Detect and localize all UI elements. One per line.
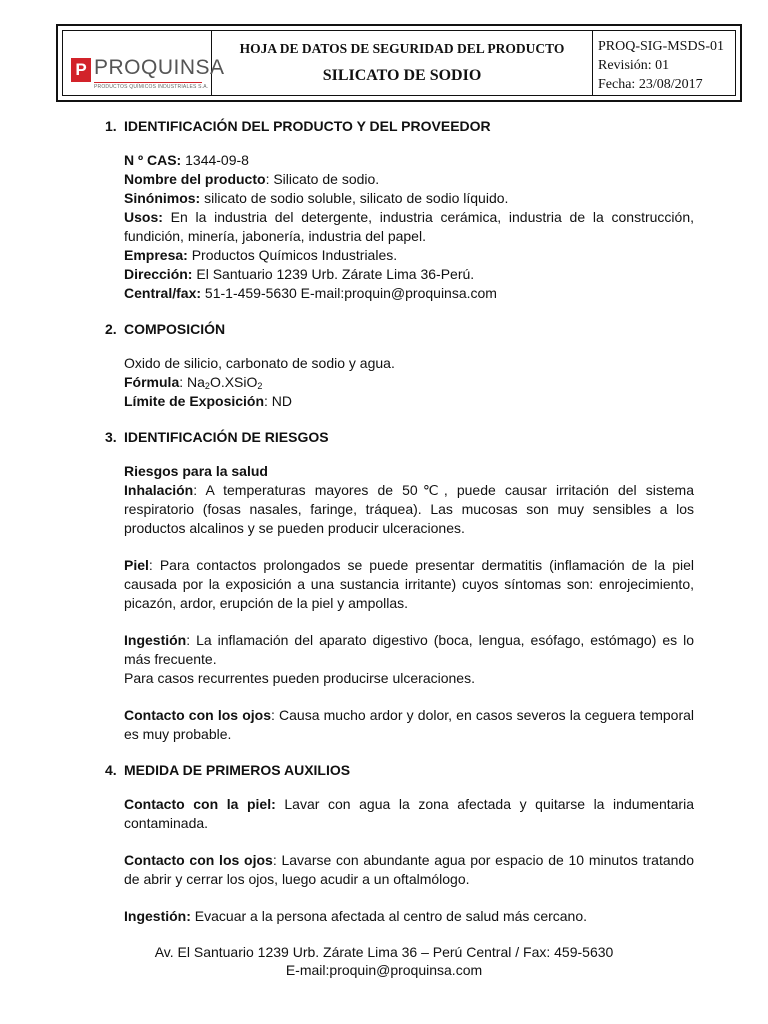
field-label: Nombre del producto — [124, 171, 266, 187]
field-label: Empresa: — [124, 247, 188, 263]
section-1-heading — [105, 118, 694, 134]
synonyms-line — [124, 189, 694, 208]
field-value: silicato de sodio soluble, silicato de sodio líquido. — [200, 190, 509, 206]
section-number: 3. — [105, 429, 117, 445]
field-value: 1344-09-8 — [181, 152, 249, 168]
logo-cell — [63, 31, 225, 95]
exposure-limit-line — [124, 392, 694, 411]
field-value: : Lavarse con abundante agua por espacio de 10 minutos tratando de abrir y cerrar los ojos, luego acudir a un oftalmólogo. — [124, 852, 694, 887]
eye-contact-paragraph — [124, 706, 694, 744]
field-label: Ingestión — [124, 632, 187, 648]
field-label: Ingestión: — [124, 908, 191, 924]
page-footer — [0, 943, 768, 979]
field-value: : Silicato de sodio. — [265, 171, 380, 187]
section-4-body — [124, 795, 694, 926]
eye-contact-aid-paragraph — [124, 851, 694, 889]
field-label: Límite de Exposición — [124, 393, 265, 409]
formula-part: : Na — [179, 374, 205, 390]
field-value: El Santuario 1239 Urb. Zárate Lima 36-Perú. — [192, 266, 475, 282]
composition-line: Oxido de silicio, carbonato de sodio y agua. — [124, 355, 395, 371]
formula-part: O.XSiO — [209, 374, 258, 390]
ingestion-paragraph — [124, 631, 694, 669]
section-2-body — [124, 354, 694, 411]
field-label: Inhalación — [124, 482, 194, 498]
section-number: 2. — [105, 321, 117, 337]
field-label: Central/fax: — [124, 285, 202, 301]
section-number: 1. — [105, 118, 117, 134]
company-logo-subtitle: PRODUCTOS QUÍMICOS INDUSTRIALES S.A. — [94, 84, 209, 90]
footer-email: E-mail:proquin@proquinsa.com — [285, 962, 483, 978]
skin-paragraph — [124, 556, 694, 613]
inhalation-paragraph — [124, 481, 694, 538]
product-title: SILICATO DE SODIO — [322, 67, 482, 84]
field-label: Fórmula — [124, 374, 180, 390]
uses-line — [124, 208, 694, 246]
formula-line — [124, 373, 694, 392]
section-2-heading — [105, 321, 694, 337]
field-value: : La inflamación del aparato digestivo (boca, lengua, esófago, estómago) es lo más frecuente. — [124, 632, 694, 667]
phone-line — [124, 284, 694, 303]
ingestion-aid-paragraph — [124, 907, 694, 926]
field-value: Evacuar a la persona afectada al centro de salud más cercano. — [190, 908, 588, 924]
company-line — [124, 246, 694, 265]
field-label: Usos: — [124, 209, 163, 225]
field-value: : Para contactos prolongados se puede presentar dermatitis (inflamación de la piel causada por la exposición a una sustancia irritante) cuyos síntomas son: enrojecimiento, picazón, ardor, erupción de la piel y ampollas. — [124, 557, 694, 611]
field-label: Contacto con la piel: — [124, 796, 276, 812]
field-value: : ND — [264, 393, 293, 409]
ingestion-extra: Para casos recurrentes pueden producirse ulceraciones. — [124, 670, 475, 686]
field-label: Contacto con los ojos — [124, 852, 273, 868]
field-value: Productos Químicos Industriales. — [187, 247, 398, 263]
section-3-body — [124, 462, 694, 744]
section-number: 4. — [105, 762, 117, 778]
section-title: MEDIDA DE PRIMEROS AUXILIOS — [124, 762, 351, 778]
field-value: En la industria del detergente, industria cerámica, industria de la construcción, fundición, minería, jabonería, industria del papel. — [124, 209, 694, 244]
address-line — [124, 265, 694, 284]
section-1-body — [124, 151, 694, 303]
footer-address: Av. El Santuario 1239 Urb. Zárate Lima 36 – Perú Central / Fax: 459-5630 — [154, 944, 614, 960]
document-header — [56, 24, 742, 102]
field-value: : A temperaturas mayores de 50℃, puede causar irritación del sistema respiratorio (fosas nasales, faringe, tráquea). Las mucosas son muy sensibles a los productos alcalinos y se pueden producir ulceraciones. — [124, 482, 694, 536]
meta-cell — [593, 31, 735, 95]
cas-line — [124, 151, 694, 170]
section-3-heading — [105, 429, 694, 445]
skin-contact-aid-paragraph — [124, 795, 694, 833]
field-label: Contacto con los ojos — [124, 707, 271, 723]
field-label: Dirección: — [124, 266, 193, 282]
health-risks-subheading: Riesgos para la salud — [124, 463, 268, 479]
field-label: N º CAS: — [124, 152, 182, 168]
document-date: Fecha: 23/08/2017 — [598, 77, 703, 92]
company-logo-name: PROQUINSA — [94, 56, 225, 79]
field-label: Piel — [124, 557, 149, 573]
document-body — [105, 118, 694, 926]
section-title: IDENTIFICACIÓN DEL PRODUCTO Y DEL PROVEEDOR — [124, 118, 491, 134]
field-value: Lavar con agua la zona afectada y quitarse la indumentaria contaminada. — [124, 796, 694, 831]
header-table — [62, 30, 736, 96]
section-title: IDENTIFICACIÓN DE RIESGOS — [124, 429, 329, 445]
document-title: HOJA DE DATOS DE SEGURIDAD DEL PRODUCTO — [239, 41, 565, 56]
section-title: COMPOSICIÓN — [124, 321, 226, 337]
formula-subscript: 2 — [257, 381, 263, 391]
formula-subscript: 2 — [204, 381, 210, 391]
logo-underline — [94, 82, 202, 83]
product-name-line — [124, 170, 694, 189]
field-value: 51-1-459-5630 E-mail:proquin@proquinsa.com — [201, 285, 497, 301]
company-logo-icon: P — [71, 58, 91, 82]
title-cell — [212, 31, 593, 95]
section-4-heading — [105, 762, 694, 778]
document-code: PROQ-SIG-MSDS-01 — [598, 39, 725, 54]
field-value: : Causa mucho ardor y dolor, en casos severos la ceguera temporal es muy probable. — [124, 707, 695, 742]
document-revision: Revisión: 01 — [598, 58, 670, 73]
field-label: Sinónimos: — [124, 190, 201, 206]
